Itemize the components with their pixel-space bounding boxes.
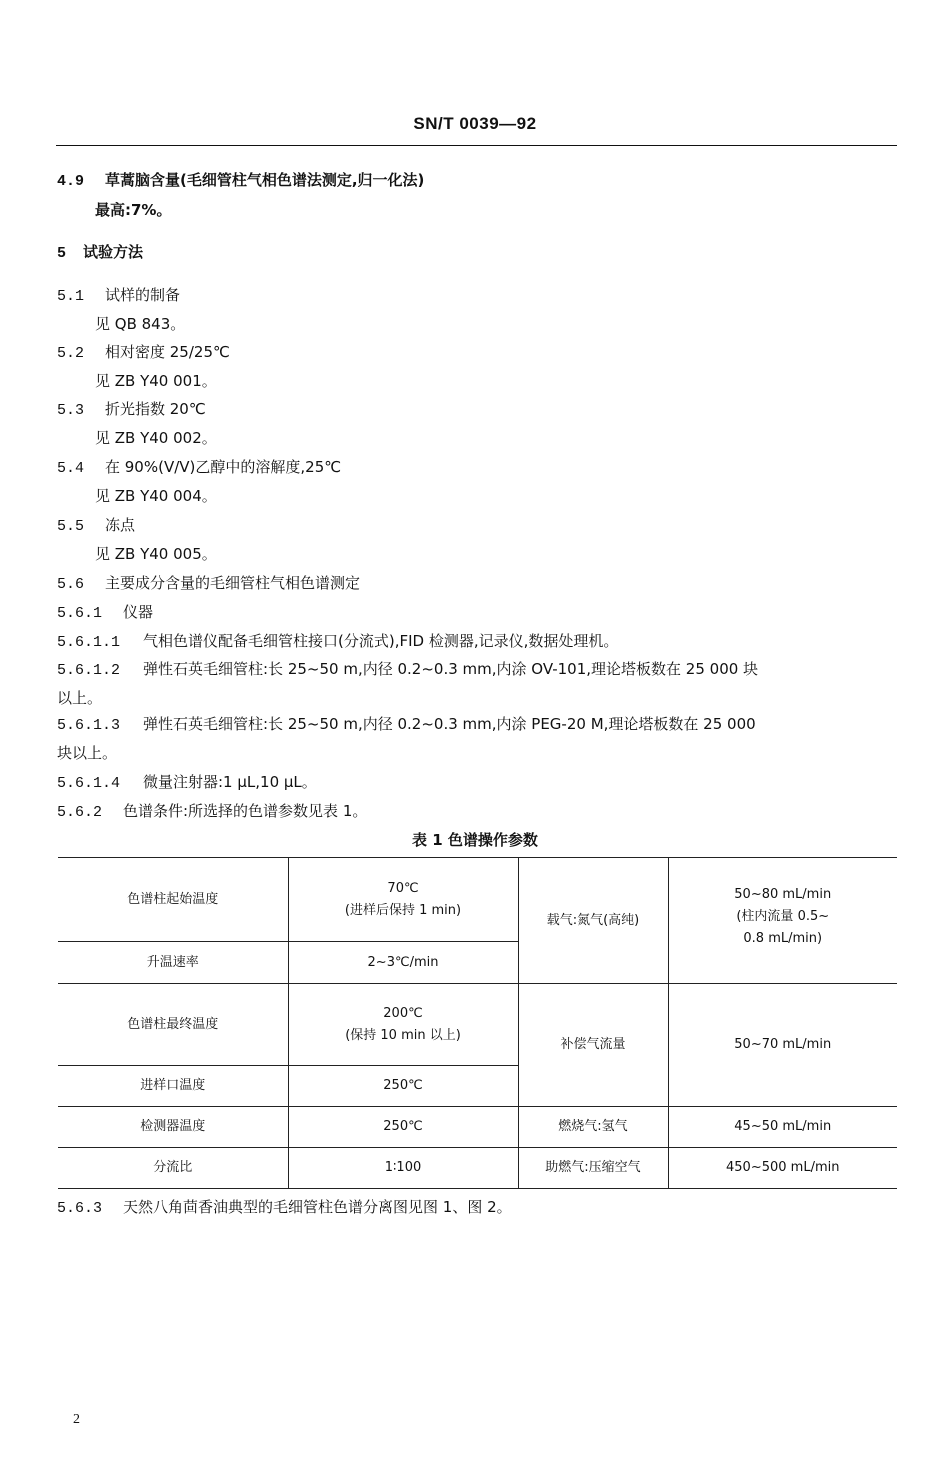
param-value-line: 200℃	[383, 1005, 423, 1021]
clause-5-5-body: 见 ZB Y40 005。	[95, 545, 217, 563]
table-row	[58, 1148, 897, 1189]
clause-5-6-1-3	[57, 714, 899, 736]
param-label: 载气:氮气(高纯)	[518, 858, 668, 984]
param-label: 检测器温度	[58, 1107, 288, 1148]
param-value	[288, 858, 518, 942]
clause-text: 弹性石英毛细管柱:长 25~50 m,内径 0.2~0.3 mm,内涂 OV-101,理论塔板数在 25 000 块	[143, 660, 759, 678]
param-value-line: (柱内流量 0.5~	[736, 909, 830, 924]
page-number: 2	[73, 1412, 80, 1427]
clause-title: 仪器	[123, 603, 154, 621]
clause-number: 5.5	[57, 518, 85, 535]
clause-text: 微量注射器:1 μL,10 μL。	[143, 773, 317, 791]
clause-number: 5.6.1.3	[57, 717, 121, 734]
param-label: 升温速率	[58, 942, 288, 984]
param-value	[668, 858, 897, 984]
clause-number: 5.1	[57, 288, 85, 305]
table-row	[58, 858, 897, 942]
section-5	[57, 242, 899, 264]
clause-text: 色谱条件:所选择的色谱参数见表 1。	[123, 802, 368, 820]
clause-5-1	[57, 285, 899, 307]
param-value: 45~50 mL/min	[668, 1107, 897, 1148]
param-label: 色谱柱起始温度	[58, 858, 288, 942]
clause-5-6-3	[57, 1197, 899, 1219]
clause-number: 4.9	[57, 173, 85, 190]
clause-5-6-1-2	[57, 659, 899, 681]
clause-text: 弹性石英毛细管柱:长 25~50 m,内径 0.2~0.3 mm,内涂 PEG-20 M,理论塔板数在 25 000	[143, 715, 756, 733]
param-value	[288, 984, 518, 1066]
clause-5-6-1-4	[57, 772, 899, 794]
table-row	[58, 1107, 897, 1148]
param-value: 450~500 mL/min	[668, 1148, 897, 1189]
param-value: 250℃	[288, 1107, 518, 1148]
clause-title: 折光指数 20℃	[105, 400, 206, 418]
section-number: 5	[57, 245, 67, 262]
param-label: 进样口温度	[58, 1066, 288, 1107]
page-header: SN/T 0039—92	[413, 114, 537, 133]
clause-number: 5.6.1.2	[57, 662, 121, 679]
param-value-line: 0.8 mL/min)	[743, 931, 823, 946]
table-row	[58, 984, 897, 1066]
clause-number: 5.6.3	[57, 1200, 103, 1217]
param-label: 助燃气:压缩空气	[518, 1148, 668, 1189]
clause-text: 天然八角茴香油典型的毛细管柱色谱分离图见图 1、图 2。	[123, 1198, 512, 1216]
clause-5-6-1	[57, 602, 899, 624]
clause-number: 5.6.1	[57, 605, 103, 622]
clause-4-9-body: 最高:7%。	[95, 201, 172, 219]
clause-5-2-body: 见 ZB Y40 001。	[95, 372, 217, 390]
section-title: 试验方法	[83, 243, 144, 261]
clause-5-2	[57, 342, 899, 364]
param-value-line: 70℃	[387, 880, 419, 896]
param-label: 色谱柱最终温度	[58, 984, 288, 1066]
clause-number: 5.4	[57, 460, 85, 477]
clause-title: 草蒿脑含量(毛细管柱气相色谱法测定,归一化法)	[105, 171, 425, 189]
param-value-line: (进样后保持 1 min)	[344, 902, 462, 918]
param-value-line: 50~80 mL/min	[734, 887, 832, 902]
param-label: 补偿气流量	[518, 984, 668, 1107]
clause-number: 5.2	[57, 345, 85, 362]
clause-5-6-1-2-cont: 以上。	[57, 689, 103, 707]
clause-5-5	[57, 515, 899, 537]
clause-title: 冻点	[105, 516, 136, 534]
clause-number: 5.6.1.1	[57, 634, 121, 651]
clause-title: 试样的制备	[105, 286, 181, 304]
param-value: 50~70 mL/min	[668, 984, 897, 1107]
clause-5-1-body: 见 QB 843。	[95, 315, 186, 333]
param-label: 燃烧气:氢气	[518, 1107, 668, 1148]
clause-title: 在 90%(V/V)乙醇中的溶解度,25℃	[105, 458, 342, 476]
chromatography-params-table	[58, 857, 897, 1189]
param-value-line: (保持 10 min 以上)	[345, 1027, 461, 1043]
param-value: 1∶100	[288, 1148, 518, 1189]
param-value: 2~3℃/min	[288, 942, 518, 984]
header-rule	[56, 145, 897, 146]
clause-5-4-body: 见 ZB Y40 004。	[95, 487, 217, 505]
table-title: 表 1 色谱操作参数	[412, 831, 538, 849]
clause-5-6	[57, 573, 899, 595]
clause-number: 5.3	[57, 402, 85, 419]
param-value: 250℃	[288, 1066, 518, 1107]
clause-5-6-2	[57, 801, 899, 823]
clause-4-9	[57, 170, 899, 192]
clause-number: 5.6	[57, 576, 85, 593]
clause-title: 主要成分含量的毛细管柱气相色谱测定	[105, 574, 361, 592]
clause-5-4	[57, 457, 899, 479]
clause-5-6-1-1	[57, 631, 899, 653]
clause-number: 5.6.1.4	[57, 775, 121, 792]
clause-number: 5.6.2	[57, 804, 103, 821]
clause-5-3	[57, 399, 899, 421]
clause-title: 相对密度 25/25℃	[105, 343, 230, 361]
clause-5-3-body: 见 ZB Y40 002。	[95, 429, 217, 447]
clause-5-6-1-3-cont: 块以上。	[57, 744, 118, 762]
param-label: 分流比	[58, 1148, 288, 1189]
clause-text: 气相色谱仪配备毛细管柱接口(分流式),FID 检测器,记录仪,数据处理机。	[143, 632, 619, 650]
